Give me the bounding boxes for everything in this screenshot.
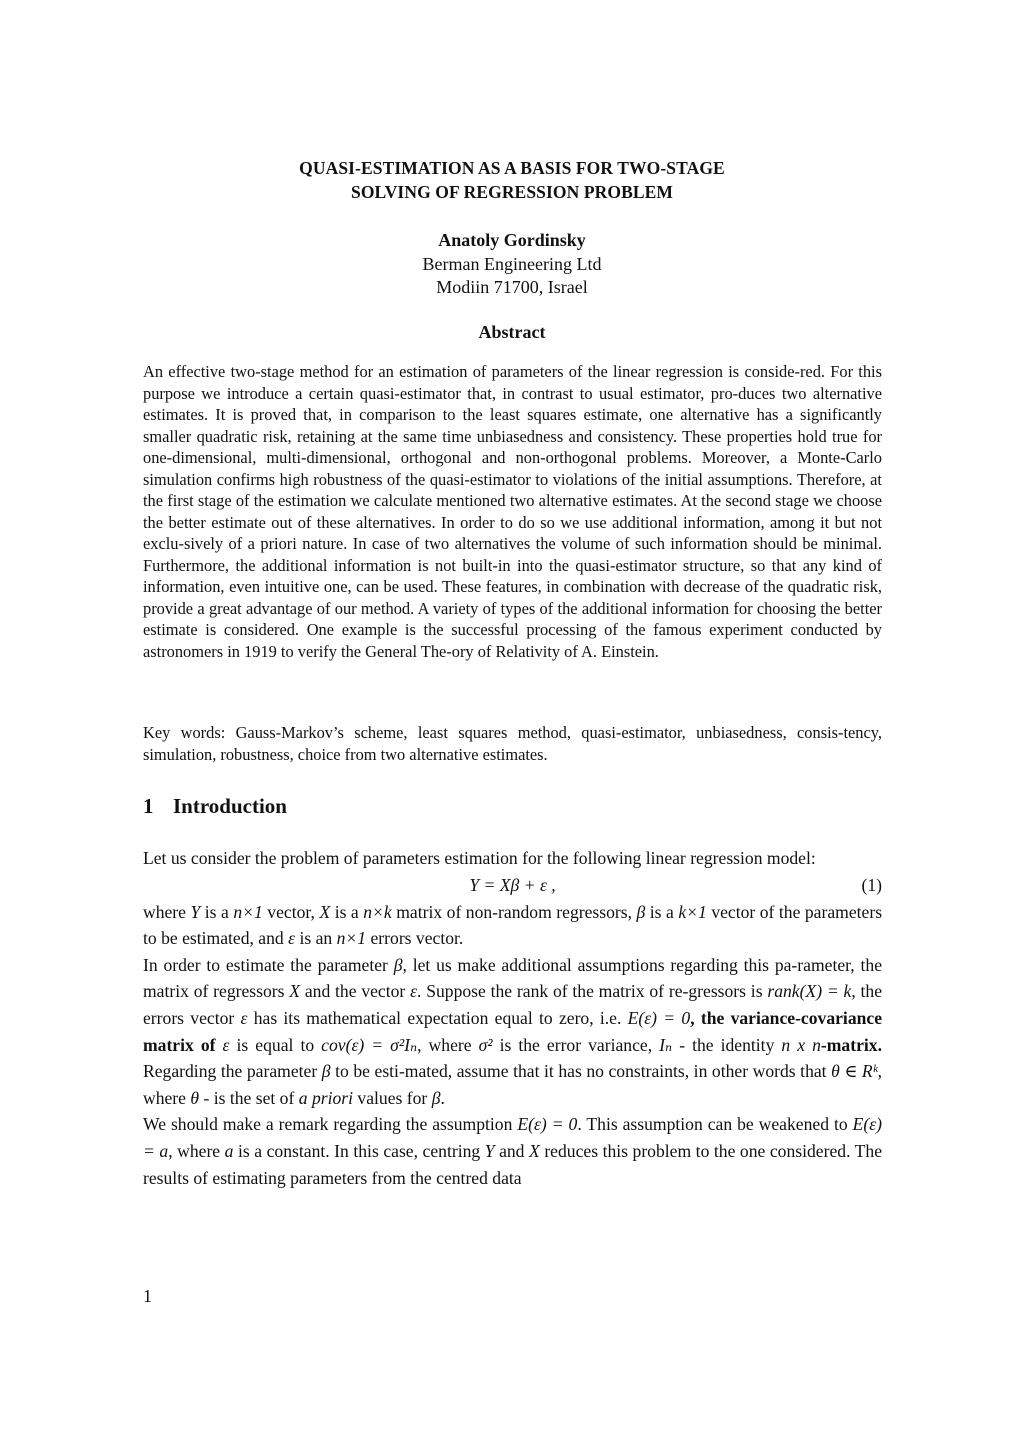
section-title: Introduction bbox=[173, 794, 287, 818]
text-run: , where bbox=[143, 1061, 882, 1108]
text-run: errors vector. bbox=[370, 928, 464, 949]
introduction-body bbox=[143, 845, 882, 1191]
text-run: matrix of non-random regressors, bbox=[396, 901, 633, 922]
text-run: has its mathematical expectation equal to zero, i.e. bbox=[253, 1007, 622, 1028]
text-run: . Suppose the rank of the matrix of re-gressors is bbox=[417, 981, 763, 1002]
math-X: X bbox=[529, 1140, 540, 1161]
text-run: is a bbox=[649, 901, 674, 922]
text-run: vector, bbox=[267, 901, 315, 922]
text-run: is the error variance, bbox=[499, 1034, 653, 1055]
math-epsilon: ε bbox=[288, 928, 296, 949]
text-run: is equal to bbox=[236, 1034, 315, 1055]
text-run: - is the set of bbox=[203, 1087, 295, 1108]
text-run: , where bbox=[417, 1034, 472, 1055]
text-run: In order to estimate the parameter bbox=[143, 954, 388, 975]
text-run: and the vector bbox=[304, 981, 406, 1002]
text-run: and bbox=[499, 1140, 525, 1161]
math-beta: β bbox=[431, 1087, 441, 1108]
math-beta: β bbox=[321, 1061, 331, 1082]
text-run: , let us make additional assumptions regarding this pa-rameter, the matrix of regressors bbox=[143, 954, 882, 1002]
math-beta: β bbox=[393, 954, 403, 975]
math-n-by-k: n×k bbox=[363, 901, 392, 922]
text-run: reduces this problem to the one considered. The results of estimating parameters from the centred data bbox=[143, 1140, 883, 1188]
text-run: . This assumption can be weakened to bbox=[577, 1114, 848, 1135]
math-a: a bbox=[224, 1140, 234, 1161]
abstract-heading: Abstract bbox=[478, 322, 546, 342]
text-run: , where bbox=[168, 1140, 221, 1161]
text-run: , the variance-covariance matrix of bbox=[143, 1007, 883, 1055]
text-run: is a bbox=[204, 901, 229, 922]
page-number: 1 bbox=[143, 1286, 152, 1306]
math-epsilon: ε bbox=[222, 1034, 230, 1055]
intro-paragraph-4 bbox=[143, 1111, 882, 1191]
math-epsilon: ε bbox=[240, 1007, 248, 1028]
math-expectation: E(ε) = 0 bbox=[627, 1007, 691, 1028]
section-heading bbox=[143, 792, 882, 820]
text-run: Regarding the parameter bbox=[143, 1061, 318, 1082]
math-Y: Y bbox=[484, 1140, 495, 1161]
math-rank: rank(X) = k bbox=[767, 981, 852, 1002]
keywords: Key words: Gauss-Markov’s scheme, least squares method, quasi-estimator, unbiasedness, consis-tency, simulation, robustness, choice from two alternative estimates. bbox=[143, 723, 882, 764]
math-expectation: E(ε) = 0 bbox=[517, 1114, 578, 1135]
text-run: , the errors vector bbox=[143, 981, 883, 1028]
author-name: Anatoly Gordinsky bbox=[438, 230, 586, 250]
author-block bbox=[0, 229, 1024, 300]
intro-paragraph-3 bbox=[143, 952, 882, 1112]
text-run: is a constant. In this case, centring bbox=[238, 1140, 481, 1161]
math-Y: Y bbox=[190, 901, 201, 922]
text-run: to be esti-mated, assume that it has no constraints, in other words that bbox=[335, 1061, 827, 1082]
equation-1 bbox=[143, 872, 882, 899]
abstract-text: An effective two-stage method for an estimation of parameters of the linear regression is conside-red. For this purpose we introduce a certain quasi-estimator that, in contrast to usual estimator, pro-duces two alternative estimates. It is proved that, in comparison to the least squares estimate, one alternative has a significantly smaller quadratic risk, retaining at the same time unbiasedness and consistency. These properties hold true for one-dimensional, multi-dimensional, orthogonal and non-orthogonal problems. Moreover, a Monte-Carlo simulation confirms high robustness of the quasi-estimator to violations of the initial assumptions. Therefore, at the first stage of the estimation we calculate mentioned two alternative estimates. At the second stage we choose the better estimate out of these alternatives. In order to do so we use additional information, among it but not exclu-sively of a priori nature. In case of two alternatives the volume of such information should be minimal. Furthermore, the additional information is not built-in into the quasi-estimator structure, so that any kind of information, even intuitive one, can be used. These features, in combination with decrease of the quadratic risk, provide a great advantage of our method. A variety of types of the additional information for choosing the better estimate is considered. One example is the successful processing of the famous experiment conducted by astronomers in 1919 to verify the General The-ory of Relativity of A. Einstein. bbox=[143, 362, 882, 661]
paper-title bbox=[0, 156, 1024, 204]
text-run: values for bbox=[357, 1087, 428, 1108]
math-identity: Iₙ bbox=[659, 1034, 673, 1055]
a-priori-text: a priori bbox=[298, 1087, 354, 1108]
intro-paragraph-1: Let us consider the problem of parameters estimation for the following linear regression model: bbox=[143, 848, 816, 868]
author-affiliation: Berman Engineering Ltd bbox=[422, 253, 602, 274]
math-beta: β bbox=[636, 901, 646, 922]
math-epsilon: ε bbox=[410, 981, 418, 1002]
math-covariance: cov(ε) = σ²Iₙ bbox=[321, 1034, 418, 1055]
text-run: - the identity bbox=[679, 1034, 775, 1055]
text-run: vector of the parameters to be estimated, and bbox=[143, 901, 883, 949]
math-expectation-a: E(ε) = a bbox=[143, 1114, 883, 1161]
title-line-2: SOLVING OF REGRESSION PROBLEM bbox=[350, 182, 674, 202]
math-n-by-1: n×1 bbox=[336, 928, 367, 949]
math-X: X bbox=[319, 901, 331, 922]
math-n-by-1: n×1 bbox=[233, 901, 263, 922]
math-n-by-n: n x n bbox=[781, 1034, 821, 1055]
text-run: -matrix. bbox=[820, 1034, 882, 1055]
intro-paragraph-2 bbox=[143, 899, 882, 952]
equation-1-number: (1) bbox=[861, 874, 882, 895]
math-k-by-1: k×1 bbox=[678, 901, 707, 922]
text-run: is an bbox=[299, 928, 333, 949]
text-run: We should make a remark regarding the assumption bbox=[143, 1114, 513, 1135]
text-run: where bbox=[143, 901, 186, 922]
author-address: Modiin 71700, Israel bbox=[436, 277, 588, 297]
title-line-1: QUASI-ESTIMATION AS A BASIS FOR TWO-STAGE bbox=[299, 158, 725, 178]
math-theta-in-rk: θ ∈ Rᵏ bbox=[831, 1061, 878, 1082]
section-number: 1 bbox=[143, 794, 154, 818]
math-X: X bbox=[289, 981, 301, 1002]
math-theta: θ bbox=[190, 1087, 200, 1108]
equation-1-formula: Y = Xβ + ε , bbox=[469, 874, 556, 895]
text-run: . bbox=[440, 1087, 445, 1108]
math-sigma-squared: σ² bbox=[478, 1034, 493, 1055]
text-run: is a bbox=[334, 901, 359, 922]
